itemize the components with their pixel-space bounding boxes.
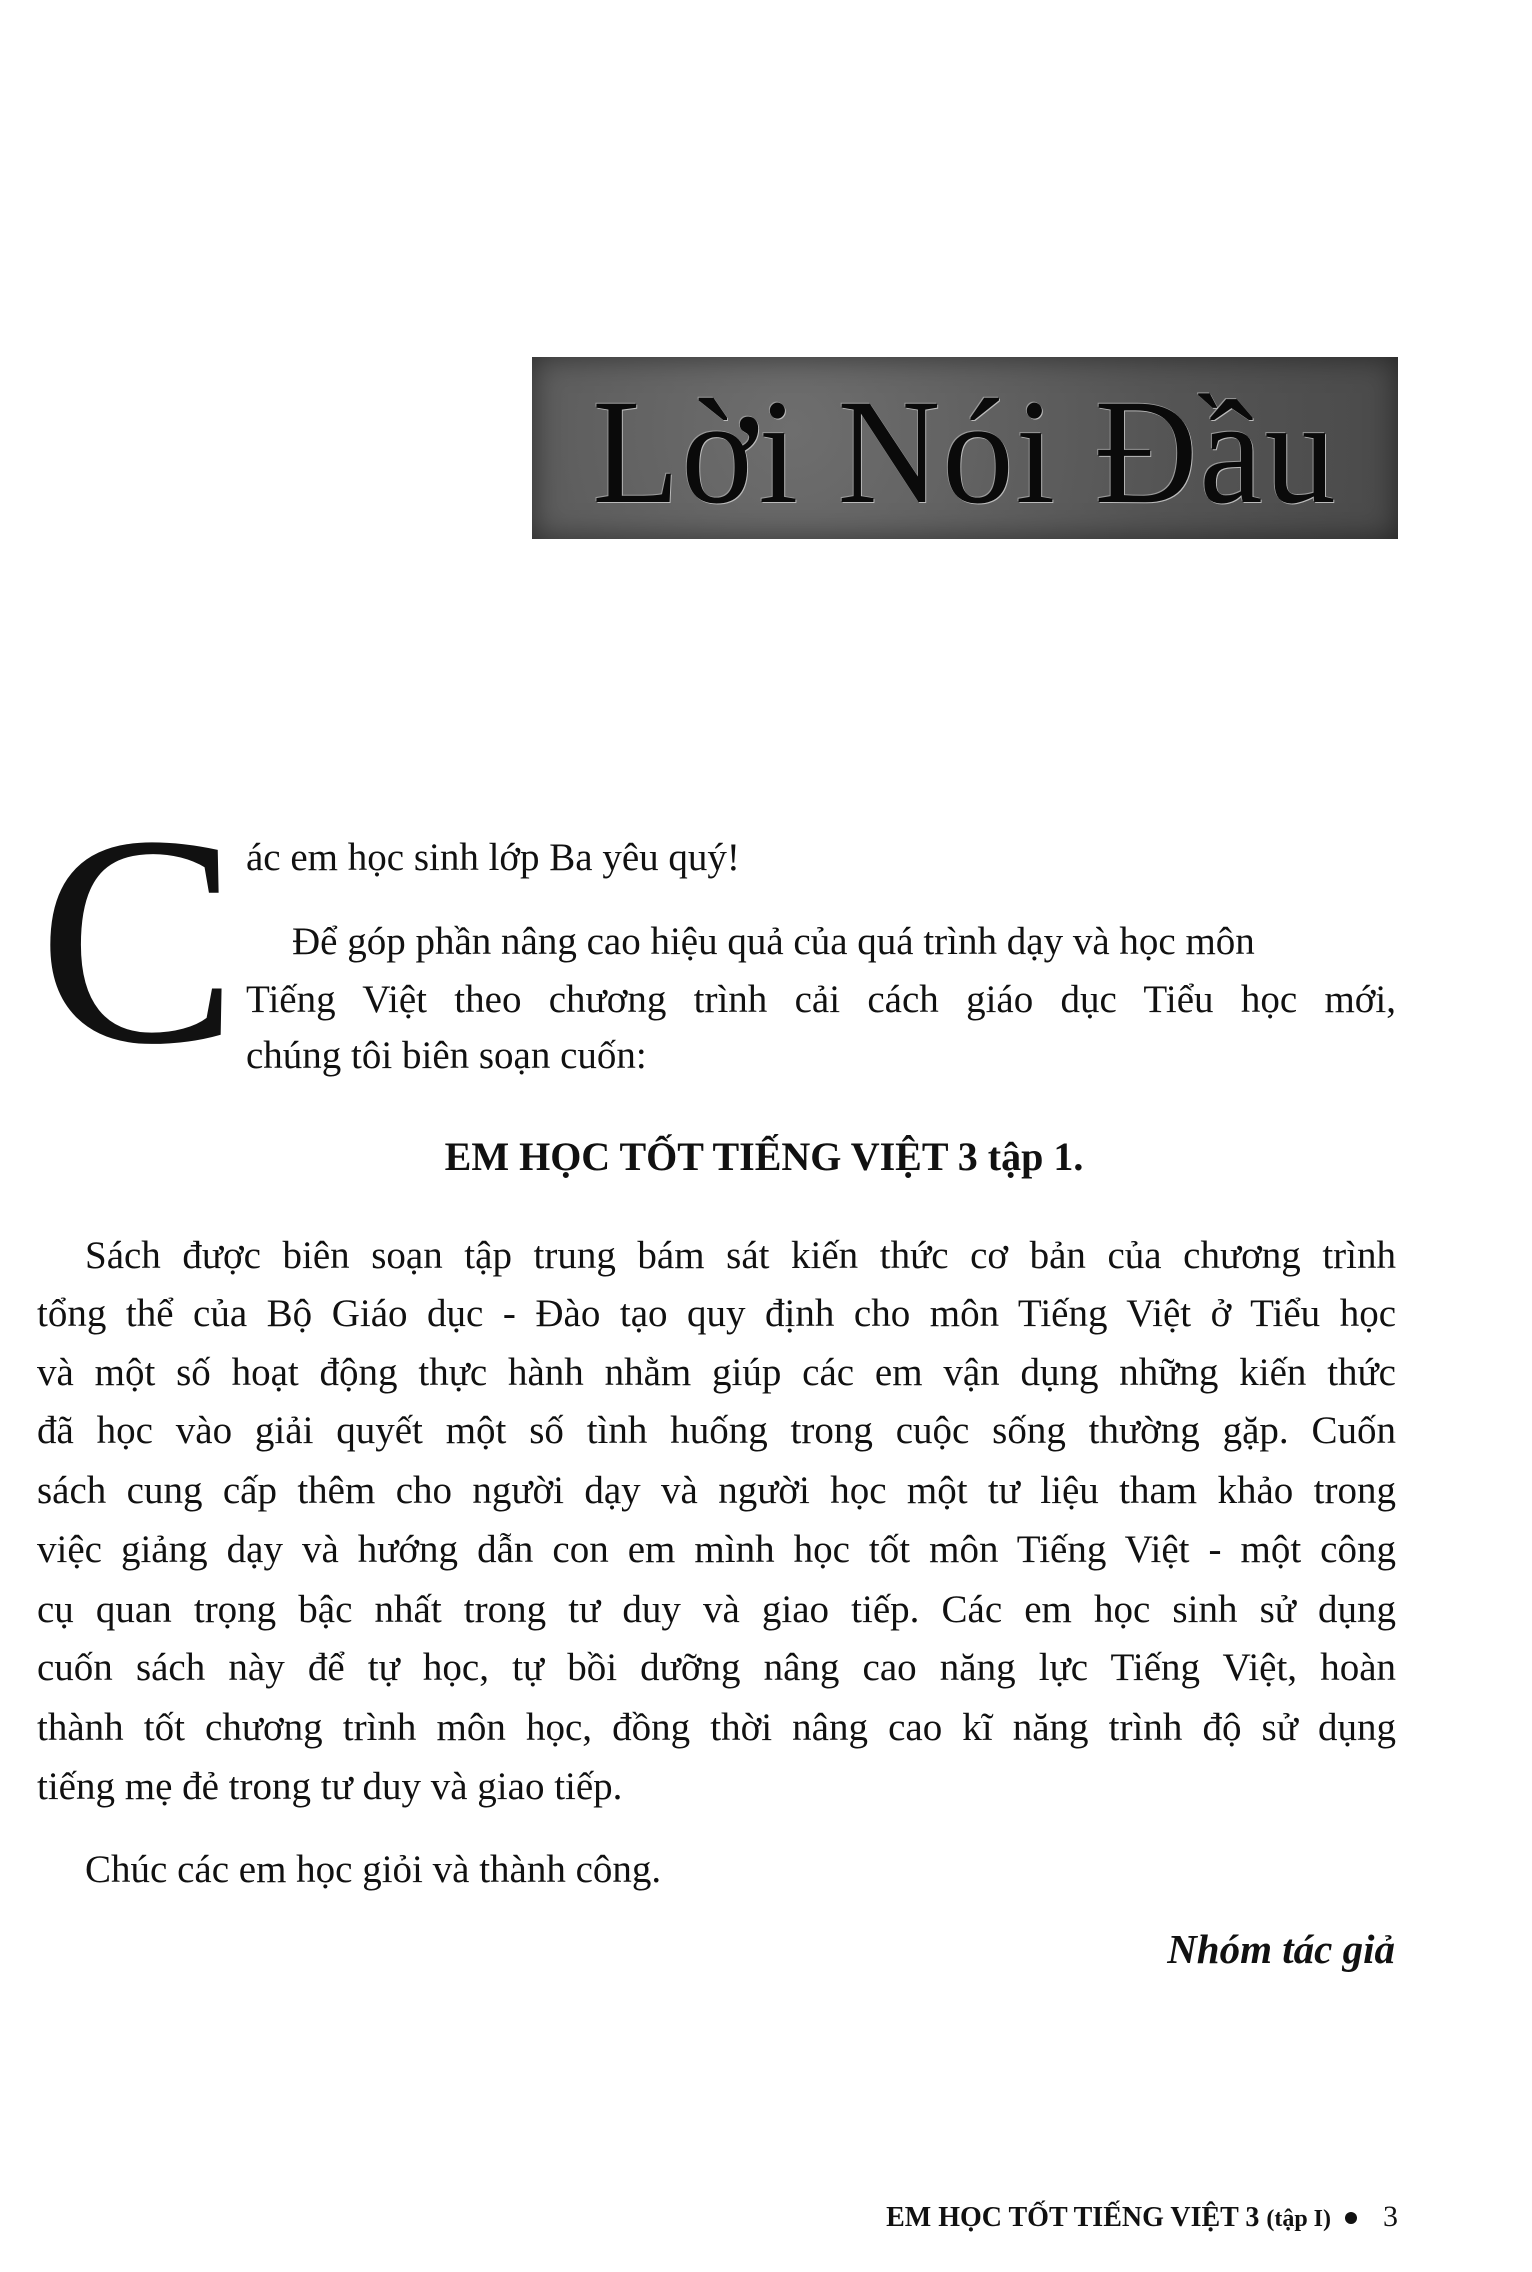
body-line: cụ quan trọng bậc nhất trong tư duy và giao tiếp. Các em học sinh sử dụng: [37, 1588, 1396, 1631]
body-line: đã học vào giải quyết một số tình huống trong cuộc sống thường gặp. Cuốn: [37, 1409, 1396, 1452]
title-banner: [532, 357, 1398, 539]
page-footer: [886, 2200, 1398, 2234]
bullet-icon: [1345, 2212, 1357, 2224]
intro-line: ác em học sinh lớp Ba yêu quý!: [246, 836, 740, 879]
page-number: 3: [1383, 2200, 1398, 2233]
body-line: cuốn sách này để tự học, tự bồi dưỡng nâng cao năng lực Tiếng Việt, hoàn: [37, 1646, 1396, 1689]
intro-line: Tiếng Việt theo chương trình cải cách giáo dục Tiểu học mới,: [246, 978, 1396, 1021]
intro-line: Để góp phần nâng cao hiệu quả của quá trình dạy và học môn: [292, 920, 1255, 963]
body-line: thành tốt chương trình môn học, đồng thời nâng cao kĩ năng trình độ sử dụng: [37, 1706, 1396, 1749]
body-line: tổng thể của Bộ Giáo dục - Đào tạo quy định cho môn Tiếng Việt ở Tiểu học: [37, 1292, 1396, 1335]
body-line: và một số hoạt động thực hành nhằm giúp các em vận dụng những kiến thức: [37, 1351, 1396, 1394]
volume-label: (tập I): [1266, 2206, 1331, 2232]
intro-line: chúng tôi biên soạn cuốn:: [246, 1034, 647, 1077]
closing-line: Chúc các em học giỏi và thành công.: [85, 1848, 662, 1891]
signature: Nhóm tác giả: [1167, 1926, 1395, 1972]
body-line: tiếng mẹ đẻ trong tư duy và giao tiếp.: [37, 1765, 623, 1808]
body-line: sách cung cấp thêm cho người dạy và người học một tư liệu tham khảo trong: [37, 1469, 1396, 1512]
running-title: EM HỌC TỐT TIẾNG VIỆT 3: [886, 2202, 1260, 2233]
page-title: Lời Nói Đầu: [592, 369, 1338, 535]
body-line: việc giảng dạy và hướng dẫn con em mình học tốt môn Tiếng Việt - một công: [37, 1528, 1396, 1571]
body-line: Sách được biên soạn tập trung bám sát kiến thức cơ bản của chương trình: [85, 1234, 1396, 1277]
book-heading: EM HỌC TỐT TIẾNG VIỆT 3 tập 1.: [444, 1134, 1084, 1179]
drop-cap: C: [38, 774, 239, 1106]
